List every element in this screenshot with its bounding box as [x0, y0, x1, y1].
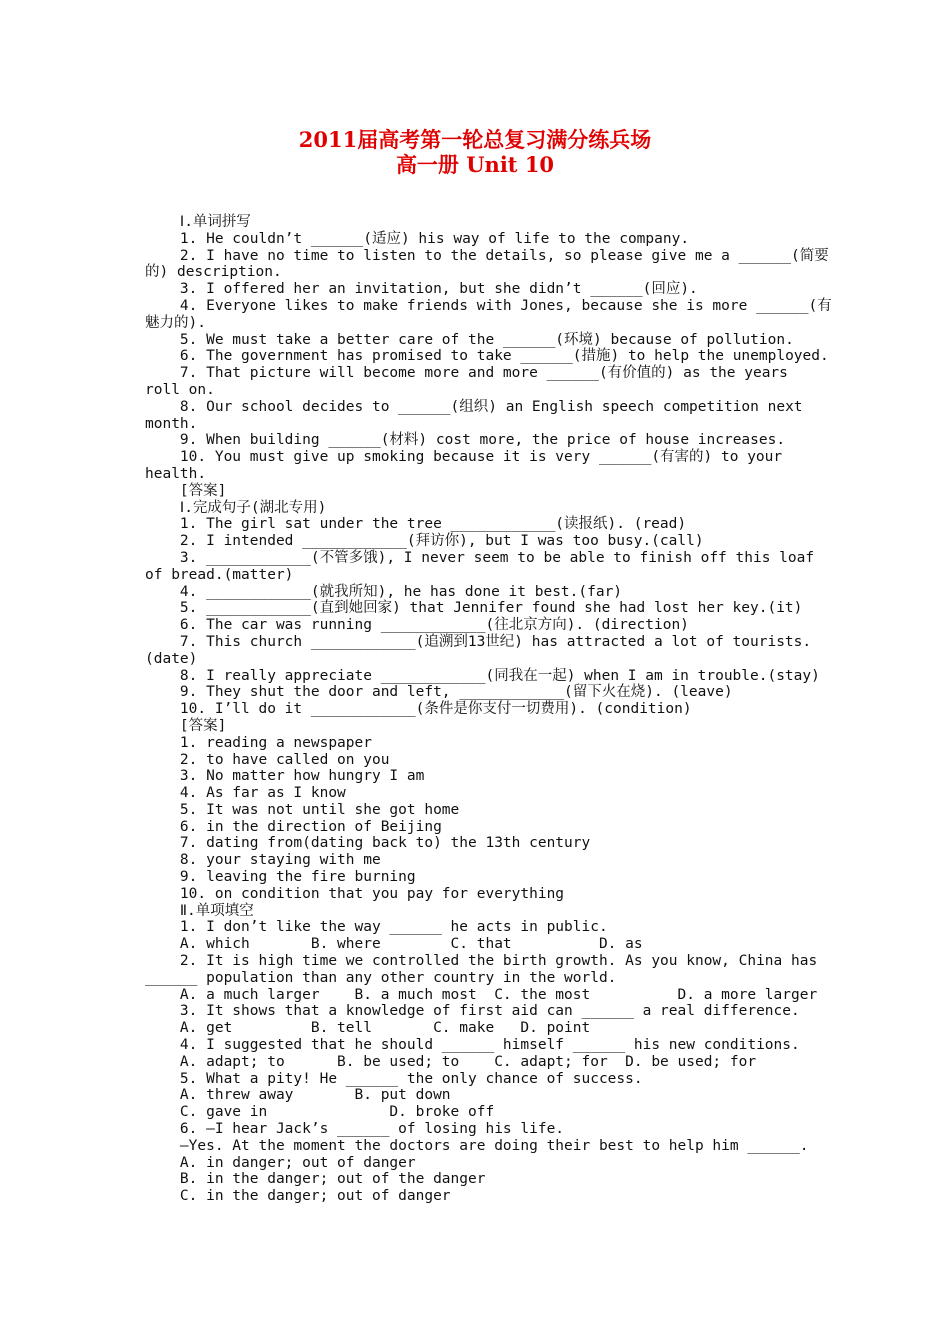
- text-line: 7. This church ____________(追溯到13世纪) has attracted a lot of tourists.: [145, 633, 812, 650]
- text-line: 3. ____________(不管多饿), I never seem to be able to finish off this loaf: [145, 549, 815, 566]
- text-line: Ⅰ.完成句子(湖北专用): [145, 499, 327, 516]
- text-line: A. in danger; out of danger: [145, 1154, 416, 1171]
- text-line: 1. He couldn’t ______(适应) his way of life to the company.: [145, 230, 690, 247]
- text-line: 10. on condition that you pay for everything: [145, 885, 565, 902]
- text-line: 8. Our school decides to ______(组织) an English speech competition next: [145, 398, 803, 415]
- text-line: A. which B. where C. that D. as: [145, 936, 643, 953]
- text-line: Ⅱ.单项填空: [145, 902, 254, 919]
- document-subtitle: 高一册 Unit 10: [395, 152, 555, 177]
- text-line: 9. leaving the fire burning: [145, 869, 416, 886]
- text-line: 6. The car was running ____________(往北京方向). (direction): [145, 617, 689, 634]
- text-line: 4. I suggested that he should ______ himself ______ his new conditions.: [145, 1037, 800, 1054]
- text-line: 7. dating from(dating back to) the 13th century: [145, 835, 591, 852]
- text-line: A. get B. tell C. make D. point: [145, 1020, 591, 1037]
- text-line: 6. in the direction of Beijing: [145, 818, 442, 835]
- text-line: roll on.: [145, 381, 215, 398]
- text-line: 3. I offered her an invitation, but she didn’t ______(回应).: [145, 281, 698, 298]
- document-body: [145, 214, 832, 1205]
- text-line: 10. You must give up smoking because it is very ______(有害的) to your: [145, 449, 783, 466]
- text-line: 5. ____________(直到她回家) that Jennifer found she had lost her key.(it): [145, 600, 803, 617]
- text-line: 6. The government has promised to take ______(措施) to help the unemployed.: [145, 348, 829, 365]
- text-line: C. gave in D. broke off: [145, 1104, 495, 1121]
- text-line: 5. What a pity! He ______ the only chance of success.: [145, 1070, 643, 1087]
- text-line: 5. It was not until she got home: [145, 801, 460, 818]
- text-line: —Yes. At the moment the doctors are doing their best to help him ______.: [145, 1137, 809, 1154]
- text-line: 4. ____________(就我所知), he has done it best.(far): [145, 583, 623, 600]
- text-line: 2. I intended ____________(拜访你), but I was too busy.(call): [145, 533, 704, 550]
- text-line: of bread.(matter): [145, 566, 294, 583]
- text-line: (date): [145, 650, 198, 667]
- text-line: 8. your staying with me: [145, 852, 381, 869]
- text-line: 1. The girl sat under the tree ____________(读报纸). (read): [145, 516, 687, 533]
- text-line: 6. —I hear Jack’s ______ of losing his life.: [145, 1121, 565, 1138]
- text-line: 7. That picture will become more and more ______(有价值的) as the years: [145, 365, 788, 382]
- text-line: month.: [145, 415, 198, 432]
- text-line: 8. I really appreciate ____________(同我在一起) when I am in trouble.(stay): [145, 667, 820, 684]
- text-line: [答案]: [145, 717, 227, 734]
- text-line: 10. I’ll do it ____________(条件是你支付一切费用). (condition): [145, 701, 692, 718]
- text-line: 5. We must take a better care of the ______(环境) because of pollution.: [145, 331, 794, 348]
- text-line: ______ population than any other country in the world.: [145, 969, 617, 986]
- text-line: A. adapt; to B. be used; to C. adapt; for D. be used; for: [145, 1053, 757, 1070]
- text-line: 魅力的).: [145, 314, 206, 331]
- text-line: C. in the danger; out of danger: [145, 1188, 451, 1205]
- text-line: 1. reading a newspaper: [145, 734, 372, 751]
- text-line: A. a much larger B. a much most C. the most D. a more larger: [145, 986, 818, 1003]
- text-line: 1. I don’t like the way ______ he acts in public.: [145, 919, 608, 936]
- text-line: 4. Everyone likes to make friends with Jones, because she is more ______(有: [145, 297, 832, 314]
- text-line: 4. As far as I know: [145, 785, 346, 802]
- text-line: 3. No matter how hungry I am: [145, 768, 425, 785]
- text-line: 9. They shut the door and left, ____________(留下火在烧). (leave): [145, 684, 733, 701]
- text-line: 2. to have called on you: [145, 751, 390, 768]
- text-line: 3. It shows that a knowledge of first aid can ______ a real difference.: [145, 1003, 800, 1020]
- text-line: 9. When building ______(材料) cost more, the price of house increases.: [145, 432, 786, 449]
- text-line: 2. I have no time to listen to the details, so please give me a ______(简要: [145, 247, 829, 264]
- text-line: B. in the danger; out of the danger: [145, 1171, 486, 1188]
- text-line: A. threw away B. put down: [145, 1087, 451, 1104]
- document-title: 2011届高考第一轮总复习满分练兵场: [298, 127, 652, 152]
- text-line: 2. It is high time we controlled the birth growth. As you know, China has: [145, 953, 818, 970]
- text-line: Ⅰ.单词拼写: [145, 214, 251, 230]
- text-line: [答案]: [145, 482, 227, 499]
- text-line: health.: [145, 465, 207, 482]
- text-line: 的) description.: [145, 264, 282, 281]
